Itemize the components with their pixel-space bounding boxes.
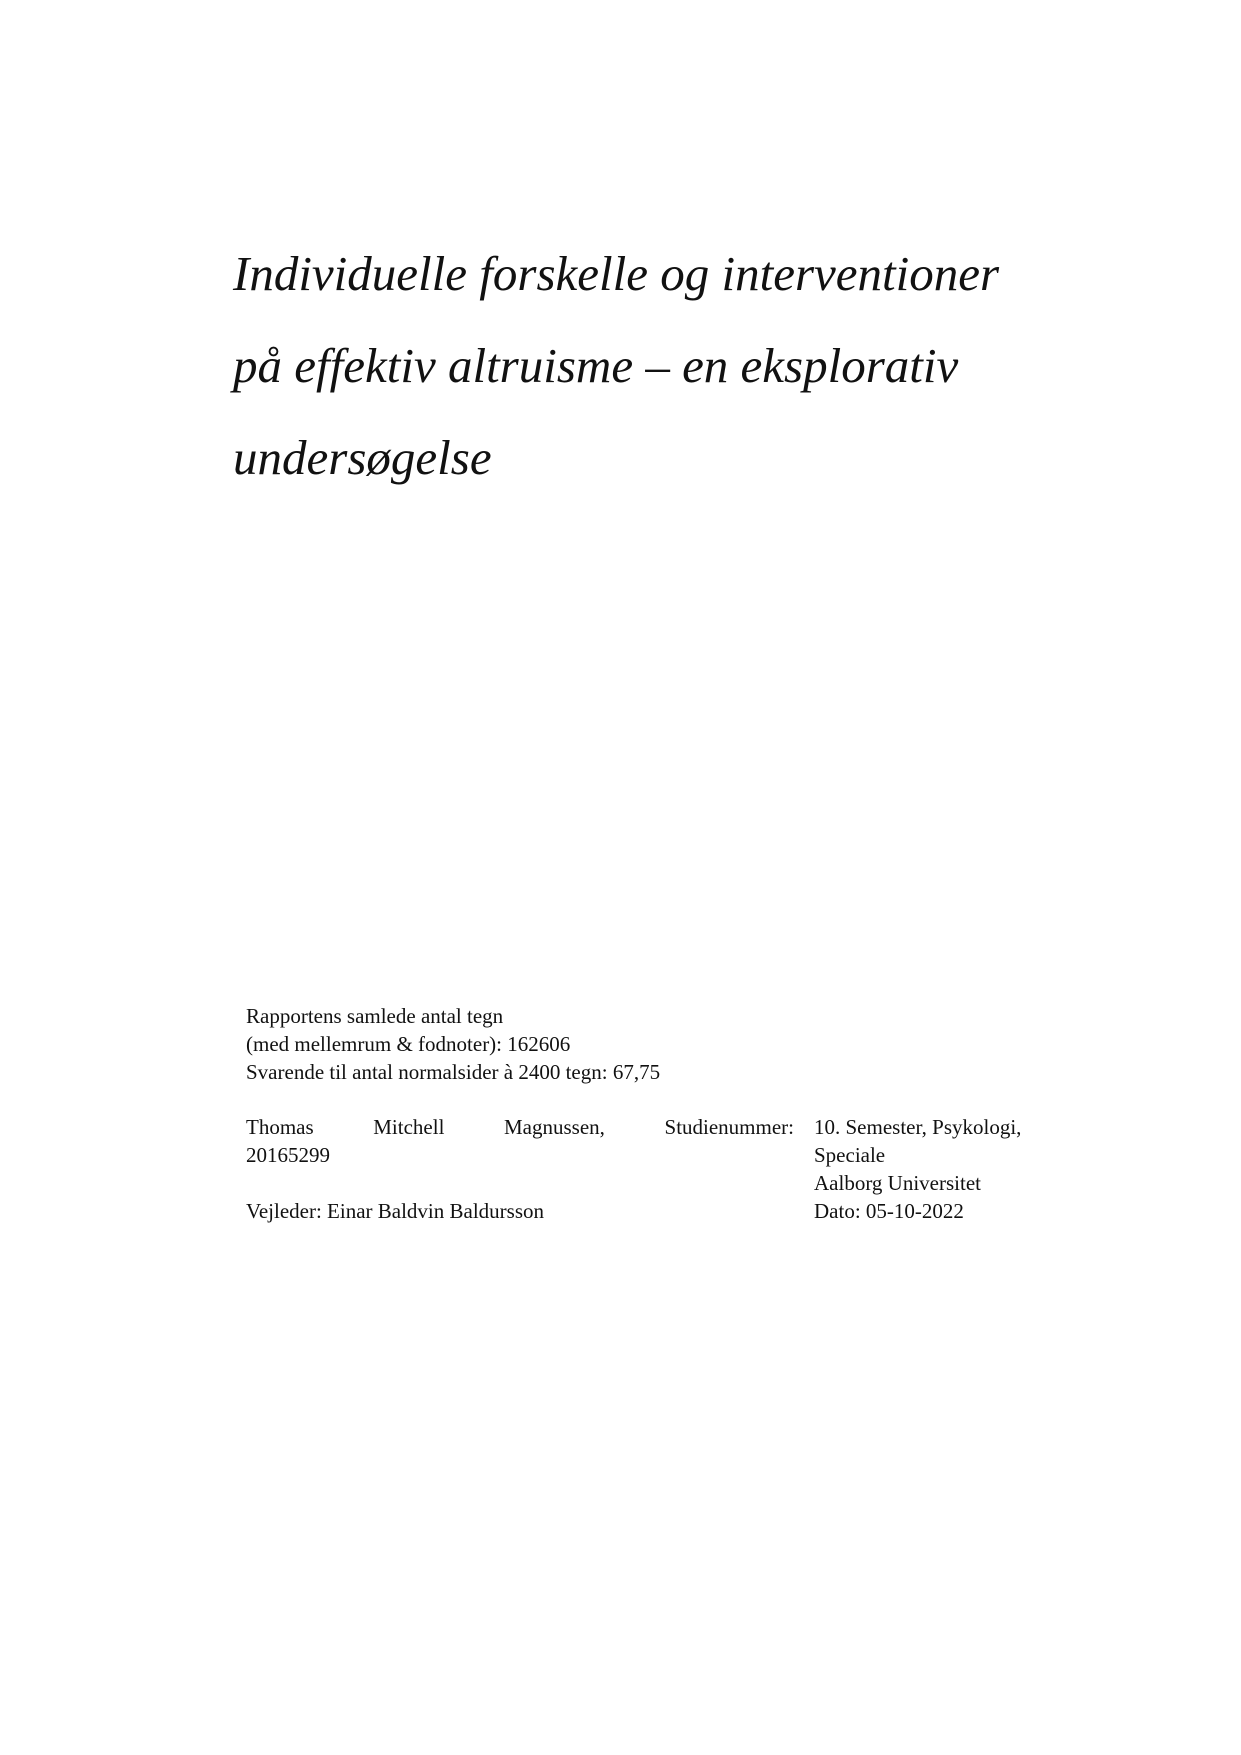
title-line-3: undersøgelse xyxy=(233,430,492,485)
date-line: Dato: 05-10-2022 xyxy=(814,1199,964,1223)
thesis-type-line: Speciale xyxy=(814,1143,886,1167)
university-line: Aalborg Universitet xyxy=(814,1171,981,1195)
character-count-label: Rapportens samlede antal tegn xyxy=(246,1004,504,1028)
author-name-line: Thomas Mitchell Magnussen, Studienummer: xyxy=(246,1115,794,1139)
title-line-1: Individuelle forskelle og interventioner xyxy=(233,246,1000,301)
student-number: 20165299 xyxy=(246,1143,330,1167)
document-title xyxy=(233,228,1133,504)
title-line-2: på effektiv altruisme – en eksplorativ xyxy=(233,338,959,393)
supervisor-line: Vejleder: Einar Baldvin Baldursson xyxy=(246,1199,545,1223)
semester-line: 10. Semester, Psykologi, xyxy=(814,1115,1022,1139)
character-count-value: (med mellemrum & fodnoter): 162606 xyxy=(246,1032,571,1056)
author-block xyxy=(246,1113,794,1169)
character-count-block xyxy=(246,1002,1066,1086)
program-block xyxy=(814,1113,1114,1225)
normal-pages-value: Svarende til antal normalsider à 2400 tegn: 67,75 xyxy=(246,1060,661,1084)
